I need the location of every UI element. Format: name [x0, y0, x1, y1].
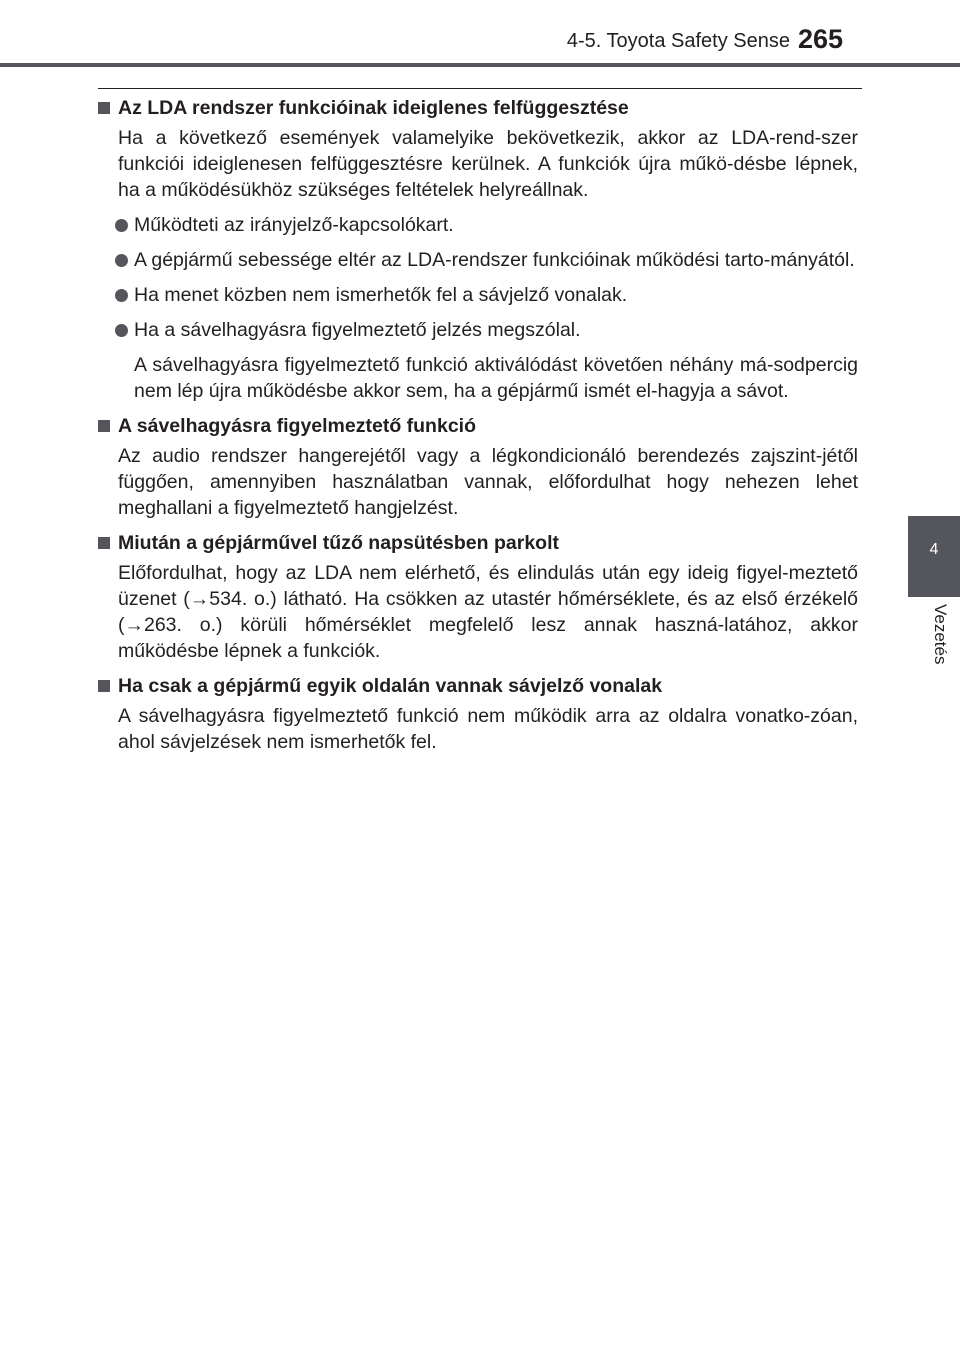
section-lane-departure-alert [98, 413, 858, 521]
list-item-text: A gépjármű sebessége eltér az LDA-rendszer funkcióinak működési tarto-mányától. [134, 249, 855, 271]
section-heading [98, 673, 858, 699]
page-number: 265 [798, 24, 844, 54]
list-item [98, 317, 858, 343]
list-item-text: Ha menet közben nem ismerhetők fel a sávjelző vonalak. [134, 284, 628, 306]
section-parked-in-sun [98, 530, 858, 664]
header-section-title: 4-5. Toyota Safety Sense [566, 30, 790, 52]
section-paragraph: Ha a következő események valamelyike bekövetkezik, akkor az LDA-rend-szer funkciói ideiglenesen felfüggesztésre kerülnek. A funkciók újra műkö-désbe lépnek, ha a működésükhöz szükséges feltételek helyreállnak. [118, 127, 858, 201]
chapter-tab-number: 4 [929, 541, 939, 558]
section-heading-text: Ha csak a gépjármű egyik oldalán vannak sávjelző vonalak [118, 675, 663, 697]
list-item [98, 247, 858, 273]
list-item-text: Ha a sávelhagyásra figyelmeztető jelzés megszólal. [134, 319, 581, 341]
round-bullet-icon [115, 324, 128, 337]
list-item [98, 282, 858, 308]
chapter-tab [908, 516, 960, 597]
section-heading-text: Miután a gépjárművel tűző napsütésben parkolt [118, 532, 559, 554]
square-bullet-icon [98, 537, 110, 549]
chapter-tab-label: Vezetés [931, 604, 950, 665]
square-bullet-icon [98, 102, 110, 114]
square-bullet-icon [98, 680, 110, 692]
section-one-side-lane-lines [98, 673, 858, 755]
section-paragraph: A sávelhagyásra figyelmeztető funkció nem működik arra az oldalra vonatko-zóan, ahol sávjelzések nem ismerhetők fel. [118, 705, 858, 753]
header-rule [0, 63, 960, 67]
section-heading [98, 413, 858, 439]
section-heading [98, 95, 858, 121]
section-paragraph: Az audio rendszer hangerejétől vagy a légkondicionáló berendezés zajszint-jétől függően, amennyiben használatban vannak, előfordulhat hogy nehezen lehet meghallani a figyelmeztető hangjelzést. [118, 445, 858, 519]
round-bullet-icon [115, 254, 128, 267]
section-paragraph: Előfordulhat, hogy az LDA nem elérhető, és elindulás után egy ideig figyel-meztető üzenet (→534. o.) látható. Ha csökken az utastér hőmérséklete, és az első érzékelő (→263. o.) körüli hőmérséklet megfelelő lesz annak haszná-latához, akkor működésbe lépnek a funkciók. [118, 562, 858, 662]
section-heading [98, 530, 858, 556]
round-bullet-icon [115, 289, 128, 302]
section-lda-suspension [98, 95, 858, 404]
list-item-text: Működteti az irányjelző-kapcsolókart. [134, 214, 454, 236]
list-item [98, 212, 858, 238]
square-bullet-icon [98, 420, 110, 432]
section-heading-text: A sávelhagyásra figyelmeztető funkció [118, 415, 476, 437]
page-content [98, 95, 858, 764]
content-top-rule [98, 88, 862, 89]
section-heading-text: Az LDA rendszer funkcióinak ideiglenes felfüggesztése [118, 97, 629, 119]
round-bullet-icon [115, 219, 128, 232]
list-item-note: A sávelhagyásra figyelmeztető funkció aktiválódást követően néhány má-sodpercig nem lép újra működésbe akkor sem, ha a gépjármű ismét el-hagyja a sávot. [134, 354, 858, 402]
